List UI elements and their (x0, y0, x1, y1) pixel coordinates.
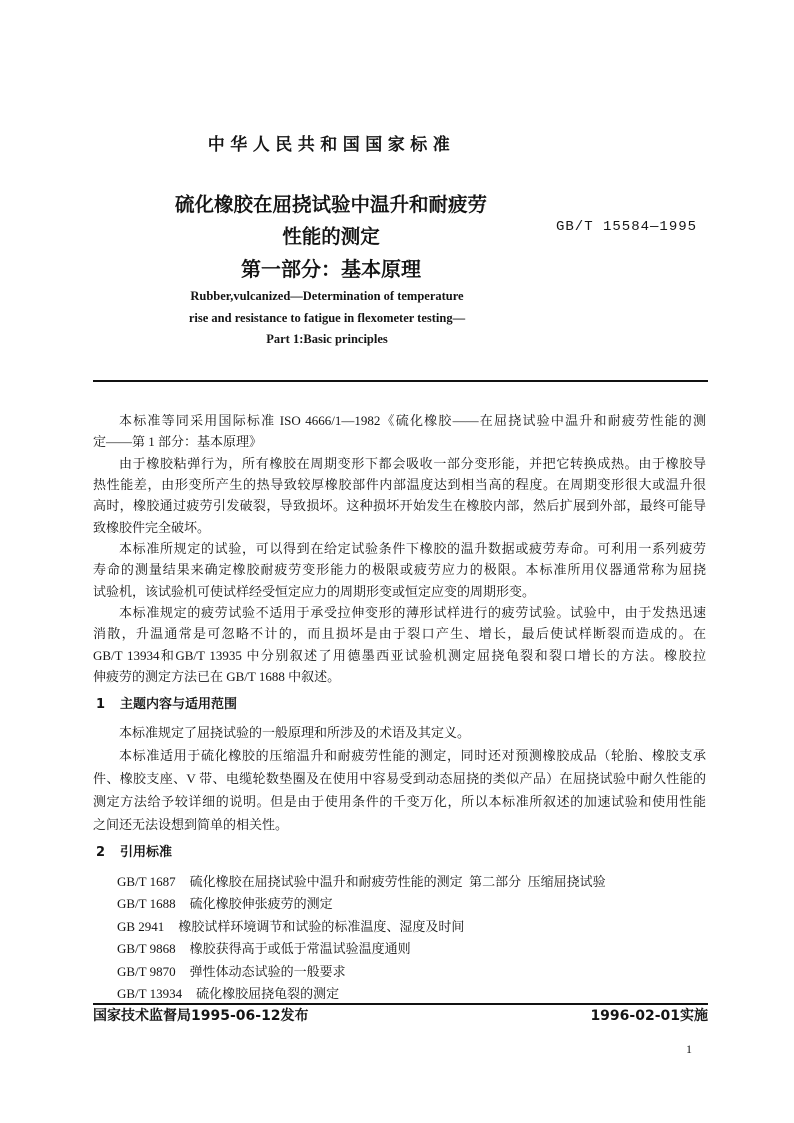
section-number: 1 (96, 697, 106, 712)
reference-code: GB/T 1688 (117, 896, 176, 912)
paragraph (93, 538, 706, 602)
english-title-line: rise and resistance to fatigue in flexometer testing— (188, 310, 466, 325)
section-heading (93, 694, 237, 716)
text-line: 高时，橡胶通过疲劳引发破裂，导致损坏。这种损坏开始发生在橡胶内部，然后扩展到外部，最终可能导 (93, 498, 706, 514)
paragraph (93, 410, 706, 453)
paragraph (93, 744, 706, 836)
paragraph (93, 453, 706, 538)
reference-item (117, 938, 606, 960)
paragraph (93, 721, 706, 744)
paragraph (93, 602, 706, 687)
header-divider (93, 380, 708, 382)
reference-code: GB 2941 (117, 918, 165, 934)
text-line: 测定方法给予较详细的说明。但是由于使用条件的千变万化，所以本标准所叙述的加速试验和使用性能 (93, 794, 706, 809)
english-title-line: Rubber,vulcanized—Determination of temperature (190, 289, 464, 303)
section-title: 主题内容与适用范围 (120, 697, 238, 712)
document-title (100, 189, 562, 285)
english-title-line: Part 1:Basic principles (266, 332, 388, 346)
reference-item (117, 871, 606, 893)
reference-code: GB/T 9868 (117, 941, 176, 957)
section-heading (93, 842, 172, 864)
text-line: 致橡胶件完全破坏。 (93, 519, 211, 535)
reference-title: 硫化橡胶伸张疲劳的测定 (189, 896, 333, 912)
title-line: 第一部分：基本原理 (241, 257, 421, 281)
text-line: 本标准等同采用国际标准 ISO 4666/1—1982《硫化橡胶——在屈挠试验中温升和耐疲劳性能的测 (119, 413, 706, 428)
section-body (93, 721, 706, 836)
text-line: 件、橡胶支座、V 带、电缆轮数垫圈及在使用中容易受到动态屈挠的类似产品）在屈挠试验中耐久性能的 (93, 771, 706, 786)
text-line: 定——第 1 部分：基本原理》 (93, 434, 263, 450)
section-number: 2 (96, 845, 106, 860)
reference-title: 硫化橡胶屈挠龟裂的测定 (196, 986, 340, 1002)
section-title: 引用标准 (120, 845, 173, 860)
text-line: 寿命的测量结果来确定橡胶耐疲劳变形能力的极限或疲劳应力的极限。本标准所用仪器通常称为屈挠 (93, 562, 706, 578)
effective-date: 1996-02-01实施 (590, 1008, 708, 1024)
standard-number: GB/T 15584—1995 (556, 219, 698, 235)
english-title (100, 286, 554, 351)
reference-item (117, 916, 606, 938)
issue-info: 国家技术监督局1995-06-12发布 (93, 1008, 309, 1024)
national-standard-header: 中华人民共和国国家标准 (207, 135, 456, 155)
reference-title: 弹性体动态试验的一般要求 (189, 963, 346, 979)
text-line: 消散，升温通常是可忽略不计的，而且损坏是由于裂口产生、增长，最后使试样断裂而造成的。在 (93, 626, 706, 642)
text-line: 热性能差，由形变所产生的热导致较厚橡胶部件内部温度达到相当高的程度。在周期变形很大或温升很 (93, 477, 706, 493)
reference-title: 橡胶试样环境调节和试验的标准温度、湿度及时间 (178, 918, 465, 934)
text-line: 本标准适用于硫化橡胶的压缩温升和耐疲劳性能的测定，同时还对预测橡胶成品（轮胎、橡胶支承 (119, 748, 706, 763)
title-line: 性能的测定 (282, 225, 380, 248)
reference-item (117, 893, 606, 915)
text-line: GB/T 13934和GB/T 13935 中分别叙述了用德墨西亚试验机测定屈挠龟裂和裂口增长的方法。橡胶拉 (93, 647, 706, 663)
reference-code: GB/T 9870 (117, 963, 176, 979)
reference-item (117, 961, 606, 983)
text-line: 试验机，该试验机可使试样经受恒定应力的周期形变或恒定应变的周期形变。 (93, 583, 536, 599)
text-line: 本标准规定的疲劳试验不适用于承受拉伸变形的薄形试样进行的疲劳试验。试验中，由于发热迅速 (119, 605, 706, 621)
reference-code: GB/T 13934 (117, 986, 183, 1002)
text-line: 本标准规定了屈挠试验的一般原理和所涉及的术语及其定义。 (119, 725, 471, 740)
reference-title: 硫化橡胶在屈挠试验中温升和耐疲劳性能的测定 第二部分 压缩屈挠试验 (189, 874, 606, 889)
text-line: 本标准所规定的试验，可以得到在给定试验条件下橡胶的温升数据或疲劳寿命。可利用一系列疲劳 (119, 541, 706, 557)
page-number: 1 (686, 1042, 692, 1056)
text-line: 伸疲劳的测定方法已在 GB/T 1688 中叙述。 (93, 669, 341, 685)
text-line: 由于橡胶粘弹行为，所有橡胶在周期变形下都会吸收一部分变形能，并把它转换成热。由于橡胶导 (119, 455, 706, 471)
foreword (93, 410, 706, 687)
text-line: 之间还无法设想到简单的相关性。 (93, 817, 289, 832)
reference-list (117, 871, 606, 1005)
title-line: 硫化橡胶在屈挠试验中温升和耐疲劳 (174, 193, 487, 216)
footer-divider (93, 1003, 708, 1005)
reference-code: GB/T 1687 (117, 874, 176, 889)
reference-title: 橡胶获得高于或低于常温试验温度通则 (189, 941, 411, 957)
